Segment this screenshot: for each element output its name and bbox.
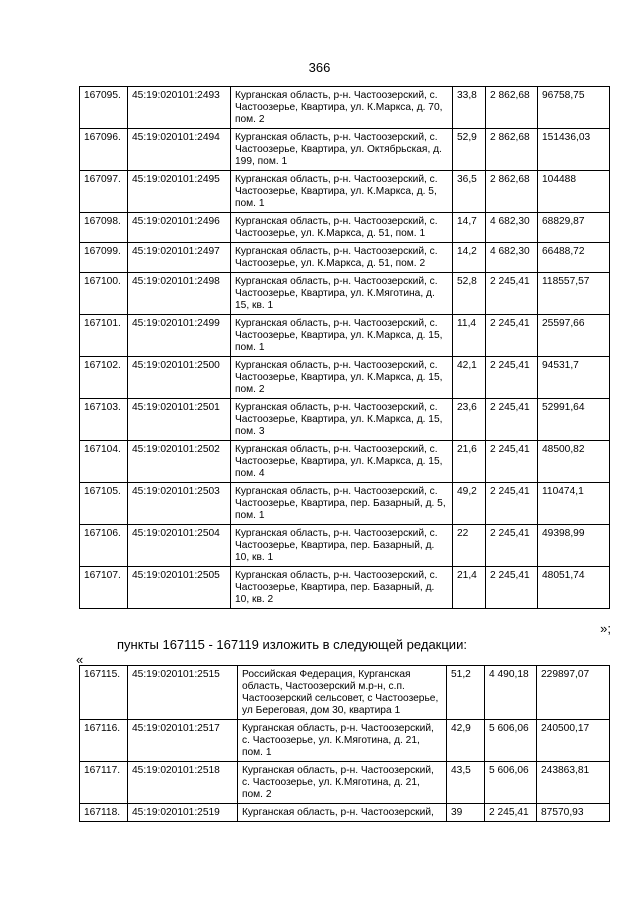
table-row xyxy=(80,273,610,315)
row-number-cell: 167103. xyxy=(80,399,128,441)
value-cell: 25597,66 xyxy=(538,315,610,357)
cadastral-number-cell: 45:19:020101:2494 xyxy=(128,129,231,171)
cadastral-number-cell: 45:19:020101:2505 xyxy=(128,567,231,609)
area-cell: 43,5 xyxy=(447,762,485,804)
rate-cell: 2 245,41 xyxy=(486,273,538,315)
opening-quote: « xyxy=(76,652,84,667)
cadastral-number-cell: 45:19:020101:2500 xyxy=(128,357,231,399)
area-cell: 14,7 xyxy=(453,213,486,243)
rate-cell: 2 862,68 xyxy=(486,87,538,129)
value-cell: 151436,03 xyxy=(538,129,610,171)
table-row xyxy=(80,720,610,762)
row-number-cell: 167118. xyxy=(80,804,128,822)
property-table-bottom xyxy=(79,665,610,822)
area-cell: 23,6 xyxy=(453,399,486,441)
table-row xyxy=(80,129,610,171)
row-number-cell: 167105. xyxy=(80,483,128,525)
cadastral-number-cell: 45:19:020101:2496 xyxy=(128,213,231,243)
address-cell: Курганская область, р-н. Частоозерский, с. Частоозерье, ул. К.Маркса, д. 51, пом. 2 xyxy=(231,243,453,273)
address-cell: Курганская область, р-н. Частоозерский, с. Частоозерье, Квартира, ул. К.Маркса, д. 15, пом. 1 xyxy=(231,315,453,357)
value-cell: 229897,07 xyxy=(537,666,610,720)
cadastral-number-cell: 45:19:020101:2493 xyxy=(128,87,231,129)
row-number-cell: 167097. xyxy=(80,171,128,213)
cadastral-number-cell: 45:19:020101:2517 xyxy=(128,720,238,762)
rate-cell: 5 606,06 xyxy=(485,720,537,762)
table-row xyxy=(80,399,610,441)
row-number-cell: 167117. xyxy=(80,762,128,804)
value-cell: 48500,82 xyxy=(538,441,610,483)
property-table-top xyxy=(79,86,610,609)
cadastral-number-cell: 45:19:020101:2499 xyxy=(128,315,231,357)
area-cell: 22 xyxy=(453,525,486,567)
value-cell: 243863,81 xyxy=(537,762,610,804)
rate-cell: 2 245,41 xyxy=(486,399,538,441)
rate-cell: 4 682,30 xyxy=(486,213,538,243)
row-number-cell: 167106. xyxy=(80,525,128,567)
rate-cell: 5 606,06 xyxy=(485,762,537,804)
cadastral-number-cell: 45:19:020101:2502 xyxy=(128,441,231,483)
table-row xyxy=(80,804,610,822)
area-cell: 39 xyxy=(447,804,485,822)
address-cell: Российская Федерация, Курганская область, Частоозерский м.р-н, с.п. Частоозерский сельсовет, с Частоозерье, ул Береговая, дом 30, квартира 1 xyxy=(238,666,447,720)
rate-cell: 4 682,30 xyxy=(486,243,538,273)
row-number-cell: 167099. xyxy=(80,243,128,273)
rate-cell: 2 245,41 xyxy=(486,483,538,525)
row-number-cell: 167101. xyxy=(80,315,128,357)
amendment-instruction: пункты 167115 - 167119 изложить в следующей редакции: xyxy=(117,637,467,652)
cadastral-number-cell: 45:19:020101:2501 xyxy=(128,399,231,441)
area-cell: 33,8 xyxy=(453,87,486,129)
value-cell: 96758,75 xyxy=(538,87,610,129)
area-cell: 14,2 xyxy=(453,243,486,273)
address-cell: Курганская область, р-н. Частоозерский, с. Частоозерье, ул. К.Мяготина, д. 21, пом. 2 xyxy=(238,762,447,804)
rate-cell: 4 490,18 xyxy=(485,666,537,720)
table-row xyxy=(80,483,610,525)
rate-cell: 2 245,41 xyxy=(486,567,538,609)
row-number-cell: 167095. xyxy=(80,87,128,129)
table-row xyxy=(80,243,610,273)
area-cell: 21,6 xyxy=(453,441,486,483)
value-cell: 87570,93 xyxy=(537,804,610,822)
cadastral-number-cell: 45:19:020101:2518 xyxy=(128,762,238,804)
cadastral-number-cell: 45:19:020101:2515 xyxy=(128,666,238,720)
address-cell: Курганская область, р-н. Частоозерский, с. Частоозерье, Квартира, ул. Октябрьская, д. 199, пом. 1 xyxy=(231,129,453,171)
address-cell: Курганская область, р-н. Частоозерский, с. Частоозерье, Квартира, ул. К.Мяготина, д. 15, кв. 1 xyxy=(231,273,453,315)
table-row xyxy=(80,87,610,129)
table-body xyxy=(80,666,610,822)
rate-cell: 2 245,41 xyxy=(486,525,538,567)
table-row xyxy=(80,213,610,243)
rate-cell: 2 245,41 xyxy=(486,357,538,399)
area-cell: 11,4 xyxy=(453,315,486,357)
area-cell: 49,2 xyxy=(453,483,486,525)
address-cell: Курганская область, р-н. Частоозерский, с. Частоозерье, Квартира, ул. К.Маркса, д. 70, пом. 2 xyxy=(231,87,453,129)
rate-cell: 2 245,41 xyxy=(486,441,538,483)
address-cell: Курганская область, р-н. Частоозерский, с. Частоозерье, Квартира, ул. К.Маркса, д. 5, пом. 1 xyxy=(231,171,453,213)
address-cell: Курганская область, р-н. Частоозерский, с. Частоозерье, Квартира, пер. Базарный, д. 10, кв. 1 xyxy=(231,525,453,567)
row-number-cell: 167102. xyxy=(80,357,128,399)
value-cell: 66488,72 xyxy=(538,243,610,273)
row-number-cell: 167115. xyxy=(80,666,128,720)
table-row xyxy=(80,567,610,609)
rate-cell: 2 245,41 xyxy=(486,315,538,357)
value-cell: 110474,1 xyxy=(538,483,610,525)
address-cell: Курганская область, р-н. Частоозерский, с. Частоозерье, Квартира, ул. К.Маркса, д. 15, пом. 3 xyxy=(231,399,453,441)
cadastral-number-cell: 45:19:020101:2503 xyxy=(128,483,231,525)
value-cell: 94531,7 xyxy=(538,357,610,399)
address-cell: Курганская область, р-н. Частоозерский, с. Частоозерье, ул. К.Маркса, д. 51, пом. 1 xyxy=(231,213,453,243)
table-row xyxy=(80,357,610,399)
row-number-cell: 167100. xyxy=(80,273,128,315)
area-cell: 42,1 xyxy=(453,357,486,399)
value-cell: 68829,87 xyxy=(538,213,610,243)
table-row xyxy=(80,525,610,567)
address-cell: Курганская область, р-н. Частоозерский, с. Частоозерье, ул. К.Мяготина, д. 21, пом. 1 xyxy=(238,720,447,762)
row-number-cell: 167096. xyxy=(80,129,128,171)
area-cell: 21,4 xyxy=(453,567,486,609)
value-cell: 52991,64 xyxy=(538,399,610,441)
area-cell: 52,9 xyxy=(453,129,486,171)
address-cell: Курганская область, р-н. Частоозерский, с. Частоозерье, Квартира, пер. Базарный, д. 10, кв. 2 xyxy=(231,567,453,609)
table-row xyxy=(80,315,610,357)
cadastral-number-cell: 45:19:020101:2504 xyxy=(128,525,231,567)
row-number-cell: 167098. xyxy=(80,213,128,243)
cadastral-number-cell: 45:19:020101:2497 xyxy=(128,243,231,273)
area-cell: 36,5 xyxy=(453,171,486,213)
rate-cell: 2 862,68 xyxy=(486,129,538,171)
area-cell: 52,8 xyxy=(453,273,486,315)
value-cell: 49398,99 xyxy=(538,525,610,567)
row-number-cell: 167107. xyxy=(80,567,128,609)
address-cell: Курганская область, р-н. Частоозерский, с. Частоозерье, Квартира, ул. К.Маркса, д. 15, пом. 4 xyxy=(231,441,453,483)
cadastral-number-cell: 45:19:020101:2495 xyxy=(128,171,231,213)
value-cell: 104488 xyxy=(538,171,610,213)
table-row xyxy=(80,762,610,804)
rate-cell: 2 245,41 xyxy=(485,804,537,822)
address-cell: Курганская область, р-н. Частоозерский, с. Частоозерье, Квартира, ул. К.Маркса, д. 15, пом. 2 xyxy=(231,357,453,399)
table-row xyxy=(80,171,610,213)
area-cell: 51,2 xyxy=(447,666,485,720)
closing-quote: »; xyxy=(600,621,611,636)
value-cell: 118557,57 xyxy=(538,273,610,315)
table-row xyxy=(80,441,610,483)
address-cell: Курганская область, р-н. Частоозерский, с. Частоозерье, Квартира, пер. Базарный, д. 5, пом. 1 xyxy=(231,483,453,525)
cadastral-number-cell: 45:19:020101:2498 xyxy=(128,273,231,315)
page-number: 366 xyxy=(308,60,331,75)
table-row xyxy=(80,666,610,720)
cadastral-number-cell: 45:19:020101:2519 xyxy=(128,804,238,822)
area-cell: 42,9 xyxy=(447,720,485,762)
address-cell: Курганская область, р-н. Частоозерский, xyxy=(238,804,447,822)
row-number-cell: 167116. xyxy=(80,720,128,762)
table-body xyxy=(80,87,610,609)
value-cell: 48051,74 xyxy=(538,567,610,609)
value-cell: 240500,17 xyxy=(537,720,610,762)
row-number-cell: 167104. xyxy=(80,441,128,483)
rate-cell: 2 862,68 xyxy=(486,171,538,213)
